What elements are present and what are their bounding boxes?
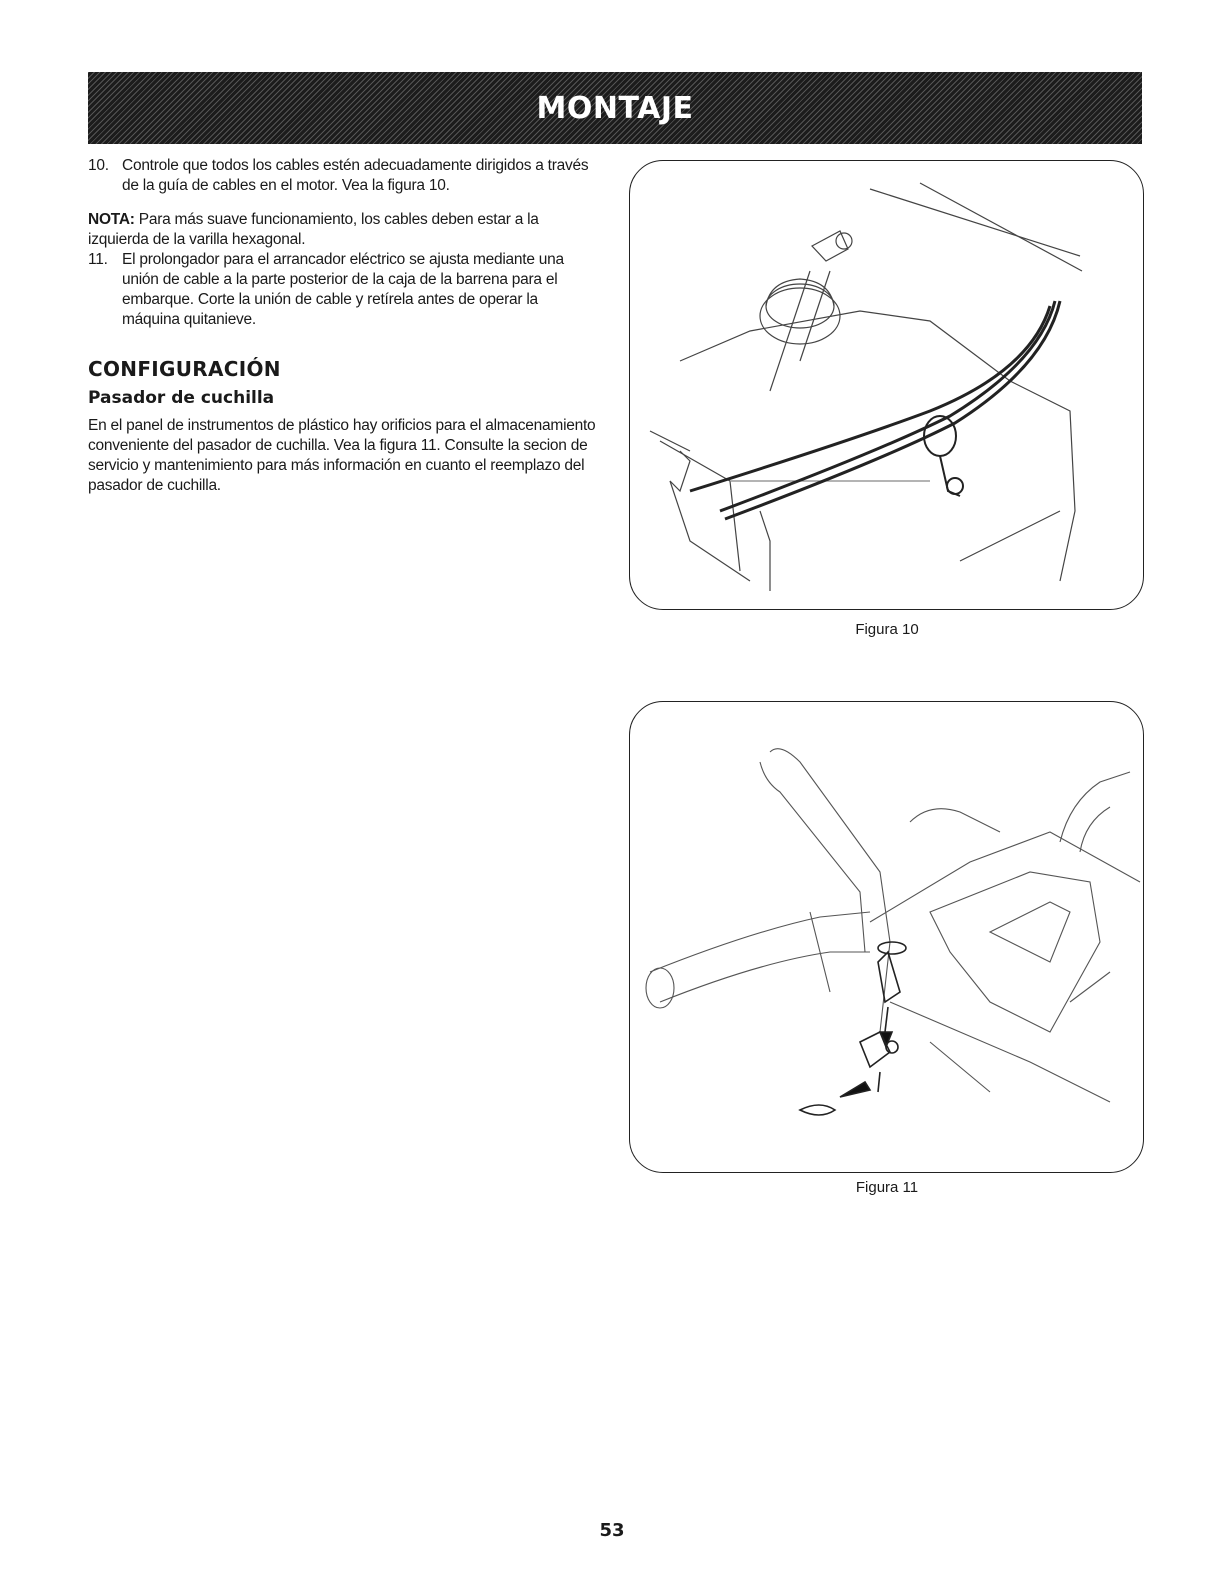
note-label: NOTA: <box>88 211 135 228</box>
figure-10-illustration <box>630 161 1143 609</box>
step-text: El prolongador para el arrancador eléctrico se ajusta mediante una unión de cable a la parte posterior de la caja de la barrena para el embarque. Corte la unión de cable y retírela antes de operar la máquina quitanieve. <box>122 251 564 328</box>
section-header-title: MONTAJE <box>536 90 694 126</box>
figure-10-frame <box>629 160 1144 610</box>
step-number: 11. <box>88 251 108 268</box>
figure-10-caption: Figura 10 <box>855 621 919 638</box>
step-number: 10. <box>88 157 109 174</box>
figure-11-illustration <box>630 702 1143 1172</box>
note-text: Para más suave funcionamiento, los cables deben estar a la izquierda de la varilla hexagonal. <box>88 211 539 248</box>
note <box>88 210 598 250</box>
instructions-column <box>88 156 598 496</box>
figure-11-frame <box>629 701 1144 1173</box>
subsection-title: Pasador de cuchilla <box>88 388 275 408</box>
page-number: 53 <box>599 1520 625 1541</box>
figure-11-caption: Figura 11 <box>855 1179 919 1196</box>
step-text: Controle que todos los cables estén adecuadamente dirigidos a través de la guía de cables en el motor. Vea la figura 10. <box>122 157 589 194</box>
step-11 <box>88 250 598 330</box>
section-header-banner <box>88 72 1142 144</box>
section-body: En el panel de instrumentos de plástico hay orificios para el almacenamiento conveniente del pasador de cuchilla. Vea la figura 11. Consulte la secion de servicio y mantenimiento para más información en cuanto el reemplazo del pasador de cuchilla. <box>88 417 596 494</box>
section-title: CONFIGURACIÓN <box>88 357 281 381</box>
step-10 <box>88 156 598 196</box>
